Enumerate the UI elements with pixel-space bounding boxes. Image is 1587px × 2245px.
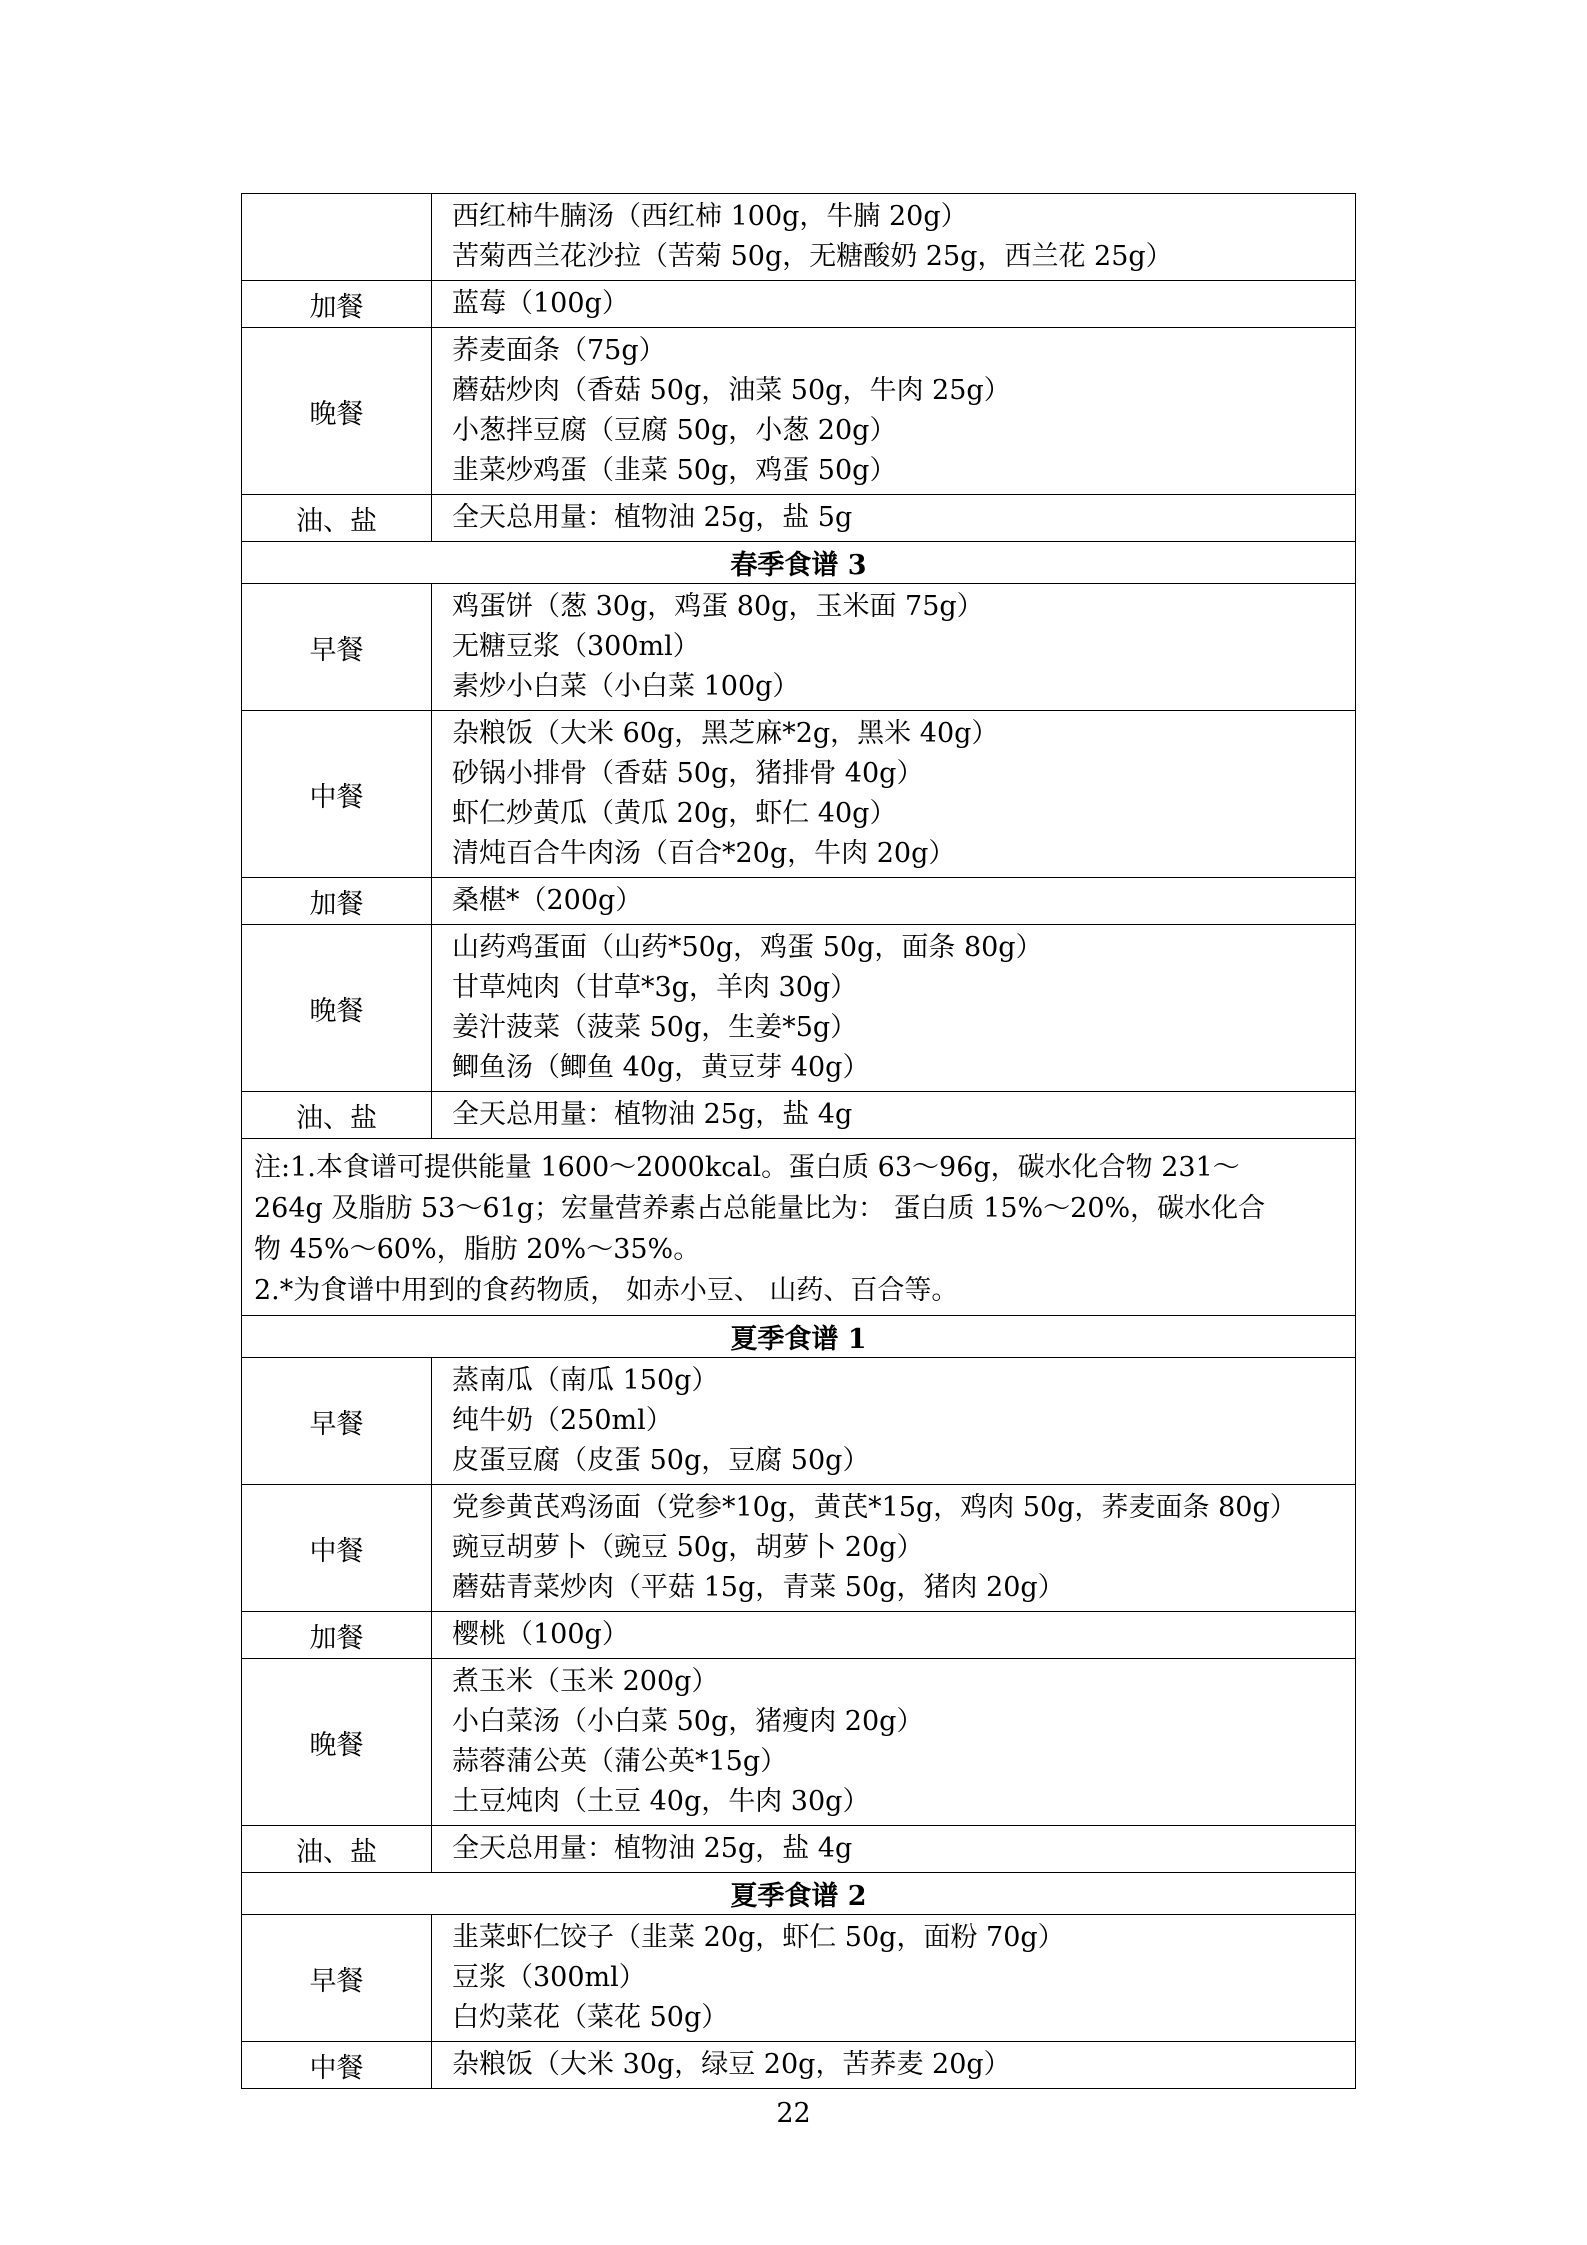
- dish-item: 小白菜汤（小白菜 50g，猪瘦肉 20g）: [452, 1706, 924, 1737]
- menu-table-body: [242, 194, 1356, 2089]
- meal-row: [242, 584, 1356, 711]
- meal-row: [242, 1092, 1356, 1139]
- menu-table: [241, 193, 1356, 2089]
- dish-item: 白灼菜花（菜花 50g）: [452, 2002, 729, 2033]
- meal-row: [242, 878, 1356, 925]
- meal-label: 晚餐: [242, 925, 432, 1092]
- note-line: 物 45%～60%，脂肪 20%～35%。: [254, 1234, 701, 1265]
- meal-label: 早餐: [242, 1358, 432, 1485]
- dish-item: 杂粮饭（大米 30g，绿豆 20g，苦荞麦 20g）: [452, 2049, 1011, 2080]
- meal-label: 加餐: [242, 1612, 432, 1659]
- meal-label: 油、盐: [242, 1092, 432, 1139]
- meal-items: [432, 878, 1356, 925]
- meal-label: 中餐: [242, 1485, 432, 1612]
- section-title: 春季食谱 3: [242, 542, 1356, 584]
- section-title-row: [242, 542, 1356, 584]
- note-line: 2.*为食谱中用到的食药物质， 如赤小豆、 山药、百合等。: [254, 1275, 959, 1306]
- meal-label: 加餐: [242, 878, 432, 925]
- dish-item: 砂锅小排骨（香菇 50g，猪排骨 40g）: [452, 758, 924, 789]
- meal-row: [242, 1485, 1356, 1612]
- meal-row: [242, 328, 1356, 495]
- section-title: 夏季食谱 1: [242, 1316, 1356, 1358]
- dish-item: 皮蛋豆腐（皮蛋 50g，豆腐 50g）: [452, 1445, 870, 1476]
- dish-item: 韭菜虾仁饺子（韭菜 20g，虾仁 50g，面粉 70g）: [452, 1922, 1065, 1953]
- dish-item: 虾仁炒黄瓜（黄瓜 20g，虾仁 40g）: [452, 798, 897, 829]
- dish-item: 韭菜炒鸡蛋（韭菜 50g，鸡蛋 50g）: [452, 455, 897, 486]
- dish-item: 蓝莓（100g）: [452, 288, 629, 319]
- meal-items: [432, 281, 1356, 328]
- dish-item: 蒸南瓜（南瓜 150g）: [452, 1365, 719, 1396]
- note-cell: [242, 1139, 1356, 1316]
- dish-item: 纯牛奶（250ml）: [452, 1405, 673, 1436]
- dish-item: 杂粮饭（大米 60g，黑芝麻*2g，黑米 40g）: [452, 718, 999, 749]
- dish-item: 素炒小白菜（小白菜 100g）: [452, 671, 800, 702]
- dish-item: 鲫鱼汤（鲫鱼 40g，黄豆芽 40g）: [452, 1052, 870, 1083]
- meal-row: [242, 1612, 1356, 1659]
- meal-label: 加餐: [242, 281, 432, 328]
- dish-item: 全天总用量：植物油 25g，盐 5g: [452, 502, 853, 533]
- meal-items: [432, 1659, 1356, 1826]
- meal-row: [242, 495, 1356, 542]
- dish-item: 豌豆胡萝卜（豌豆 50g，胡萝卜 20g）: [452, 1532, 924, 1563]
- meal-row: [242, 194, 1356, 281]
- section-title-row: [242, 1873, 1356, 1915]
- note-row: [242, 1139, 1356, 1316]
- section-title: 夏季食谱 2: [242, 1873, 1356, 1915]
- dish-item: 荞麦面条（75g）: [452, 335, 666, 366]
- meal-items: [432, 495, 1356, 542]
- meal-label: 早餐: [242, 584, 432, 711]
- meal-label: 早餐: [242, 1915, 432, 2042]
- dish-item: 山药鸡蛋面（山药*50g，鸡蛋 50g，面条 80g）: [452, 932, 1043, 963]
- dish-item: 清炖百合牛肉汤（百合*20g，牛肉 20g）: [452, 838, 956, 869]
- dish-item: 苦菊西兰花沙拉（苦菊 50g，无糖酸奶 25g，西兰花 25g）: [452, 241, 1173, 272]
- dish-item: 全天总用量：植物油 25g，盐 4g: [452, 1833, 853, 1864]
- meal-label: 中餐: [242, 2042, 432, 2089]
- dish-item: 土豆炖肉（土豆 40g，牛肉 30g）: [452, 1786, 870, 1817]
- page-number: 22: [776, 2098, 811, 2129]
- meal-label: 中餐: [242, 711, 432, 878]
- meal-row: [242, 1659, 1356, 1826]
- meal-label: 晚餐: [242, 328, 432, 495]
- meal-row: [242, 1826, 1356, 1873]
- dish-item: 无糖豆浆（300ml）: [452, 631, 700, 662]
- meal-items: [432, 1612, 1356, 1659]
- meal-label: 油、盐: [242, 495, 432, 542]
- meal-items: [432, 2042, 1356, 2089]
- dish-item: 鸡蛋饼（葱 30g，鸡蛋 80g，玉米面 75g）: [452, 591, 984, 622]
- dish-item: 蒜蓉蒲公英（蒲公英*15g）: [452, 1746, 788, 1777]
- note-line: 264g 及脂肪 53～61g；宏量营养素占总能量比为： 蛋白质 15%～20%，碳水化合: [254, 1193, 1266, 1224]
- meal-items: [432, 1915, 1356, 2042]
- meal-row: [242, 281, 1356, 328]
- meal-items: [432, 1092, 1356, 1139]
- meal-items: [432, 1485, 1356, 1612]
- meal-items: [432, 584, 1356, 711]
- dish-item: 蘑菇青菜炒肉（平菇 15g，青菜 50g，猪肉 20g）: [452, 1572, 1065, 1603]
- dish-item: 全天总用量：植物油 25g，盐 4g: [452, 1099, 853, 1130]
- section-title-row: [242, 1316, 1356, 1358]
- meal-items: [432, 1358, 1356, 1485]
- meal-label: 晚餐: [242, 1659, 432, 1826]
- dish-item: 桑椹*（200g）: [452, 885, 643, 916]
- dish-item: 甘草炖肉（甘草*3g，羊肉 30g）: [452, 972, 858, 1003]
- dish-item: 樱桃（100g）: [452, 1619, 629, 1650]
- meal-label: 油、盐: [242, 1826, 432, 1873]
- meal-row: [242, 2042, 1356, 2089]
- meal-label: [242, 194, 432, 281]
- meal-row: [242, 925, 1356, 1092]
- dish-item: 蘑菇炒肉（香菇 50g，油菜 50g，牛肉 25g）: [452, 375, 1011, 406]
- meal-items: [432, 328, 1356, 495]
- dish-item: 西红柿牛腩汤（西红柿 100g，牛腩 20g）: [452, 201, 968, 232]
- meal-row: [242, 711, 1356, 878]
- dish-item: 党参黄芪鸡汤面（党参*10g，黄芪*15g，鸡肉 50g，荞麦面条 80g）: [452, 1492, 1297, 1523]
- dish-item: 小葱拌豆腐（豆腐 50g，小葱 20g）: [452, 415, 897, 446]
- meal-row: [242, 1915, 1356, 2042]
- meal-items: [432, 194, 1356, 281]
- dish-item: 豆浆（300ml）: [452, 1962, 646, 1993]
- meal-items: [432, 1826, 1356, 1873]
- note-line: 注:1.本食谱可提供能量 1600～2000kcal。蛋白质 63～96g，碳水化合物 231～: [254, 1152, 1240, 1183]
- meal-row: [242, 1358, 1356, 1485]
- meal-items: [432, 711, 1356, 878]
- dish-item: 煮玉米（玉米 200g）: [452, 1666, 719, 1697]
- dish-item: 姜汁菠菜（菠菜 50g，生姜*5g）: [452, 1012, 858, 1043]
- meal-items: [432, 925, 1356, 1092]
